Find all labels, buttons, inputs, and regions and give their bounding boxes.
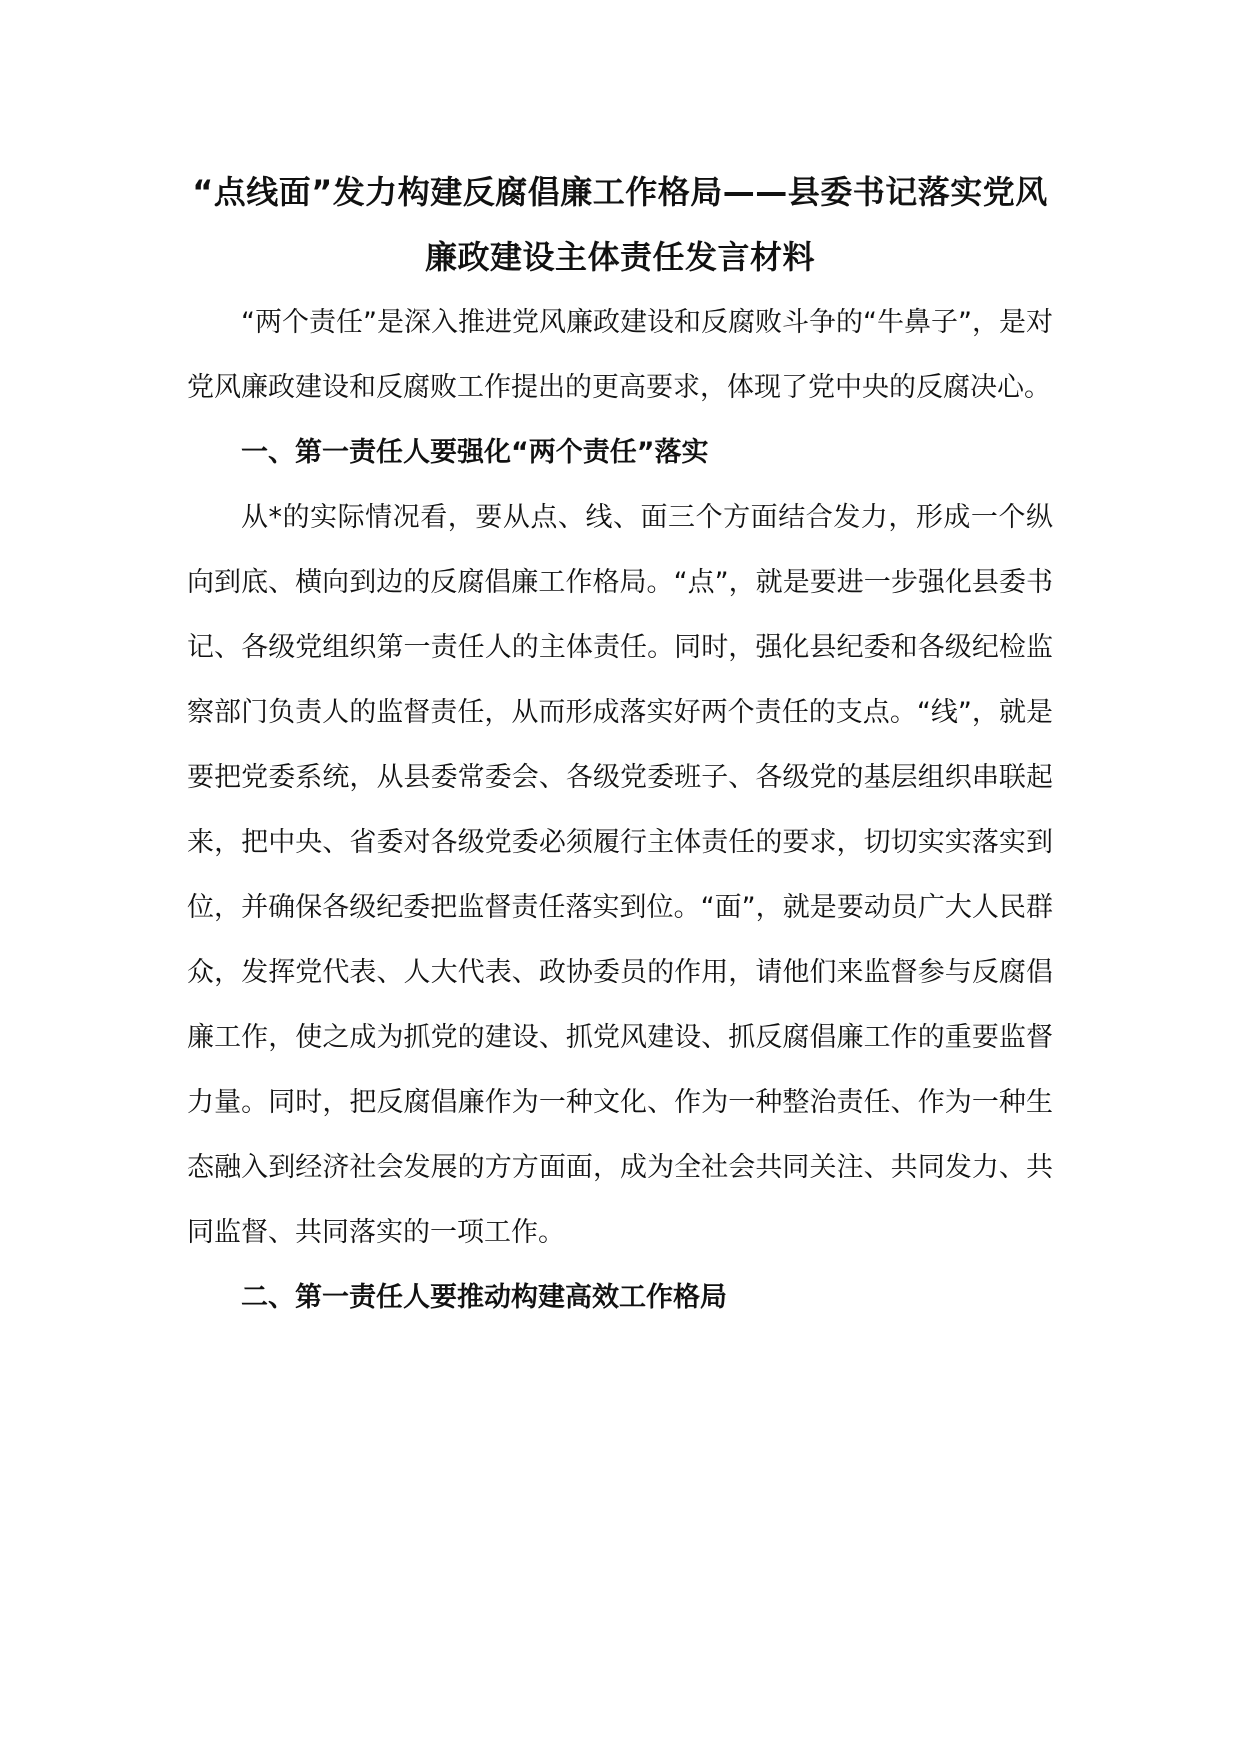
- section-1-heading: 一、第一责任人要强化“两个责任”落实: [241, 437, 709, 468]
- section-1-paragraph: 从*的实际情况看，要从点、线、面三个方面结合发力，形成一个纵向到底、横向到边的反腐倡廉工作格局。“点”，就是要进一步强化县委书记、各级党组织第一责任人的主体责任。同时，强化县纪委和各级纪检监察部门负责人的监督责任，从而形成落实好两个责任的支点。“线”，就是要把党委系统，从县委常委会、各级党委班子、各级党的基层组织串联起来，把中央、省委对各级党委必须履行主体责任的要求，切切实实落实到位，并确保各级纪委把监督责任落实到位。“面”，就是要动员广大人民群众，发挥党代表、人大代表、政协委员的作用，请他们来监督参与反腐倡廉工作，使之成为抓党的建设、抓党风建设、抓反腐倡廉工作的重要监督力量。同时，把反腐倡廉作为一种文化、作为一种整治责任、作为一种生态融入到经济社会发展的方方面面，成为全社会共同关注、共同发力、共同监督、共同落实的一项工作。: [187, 502, 1053, 1248]
- document-title: “点线面”发力构建反腐倡廉工作格局——县委书记落实党风廉政建设主体责任发言材料: [192, 173, 1048, 276]
- intro-paragraph: “两个责任”是深入推进党风廉政建设和反腐败斗争的“牛鼻子”，是对党风廉政建设和反腐败工作提出的更高要求，体现了党中央的反腐决心。: [187, 307, 1053, 403]
- document-body: [187, 160, 1053, 1330]
- section-2-heading: 二、第一责任人要推动构建高效工作格局: [241, 1282, 727, 1313]
